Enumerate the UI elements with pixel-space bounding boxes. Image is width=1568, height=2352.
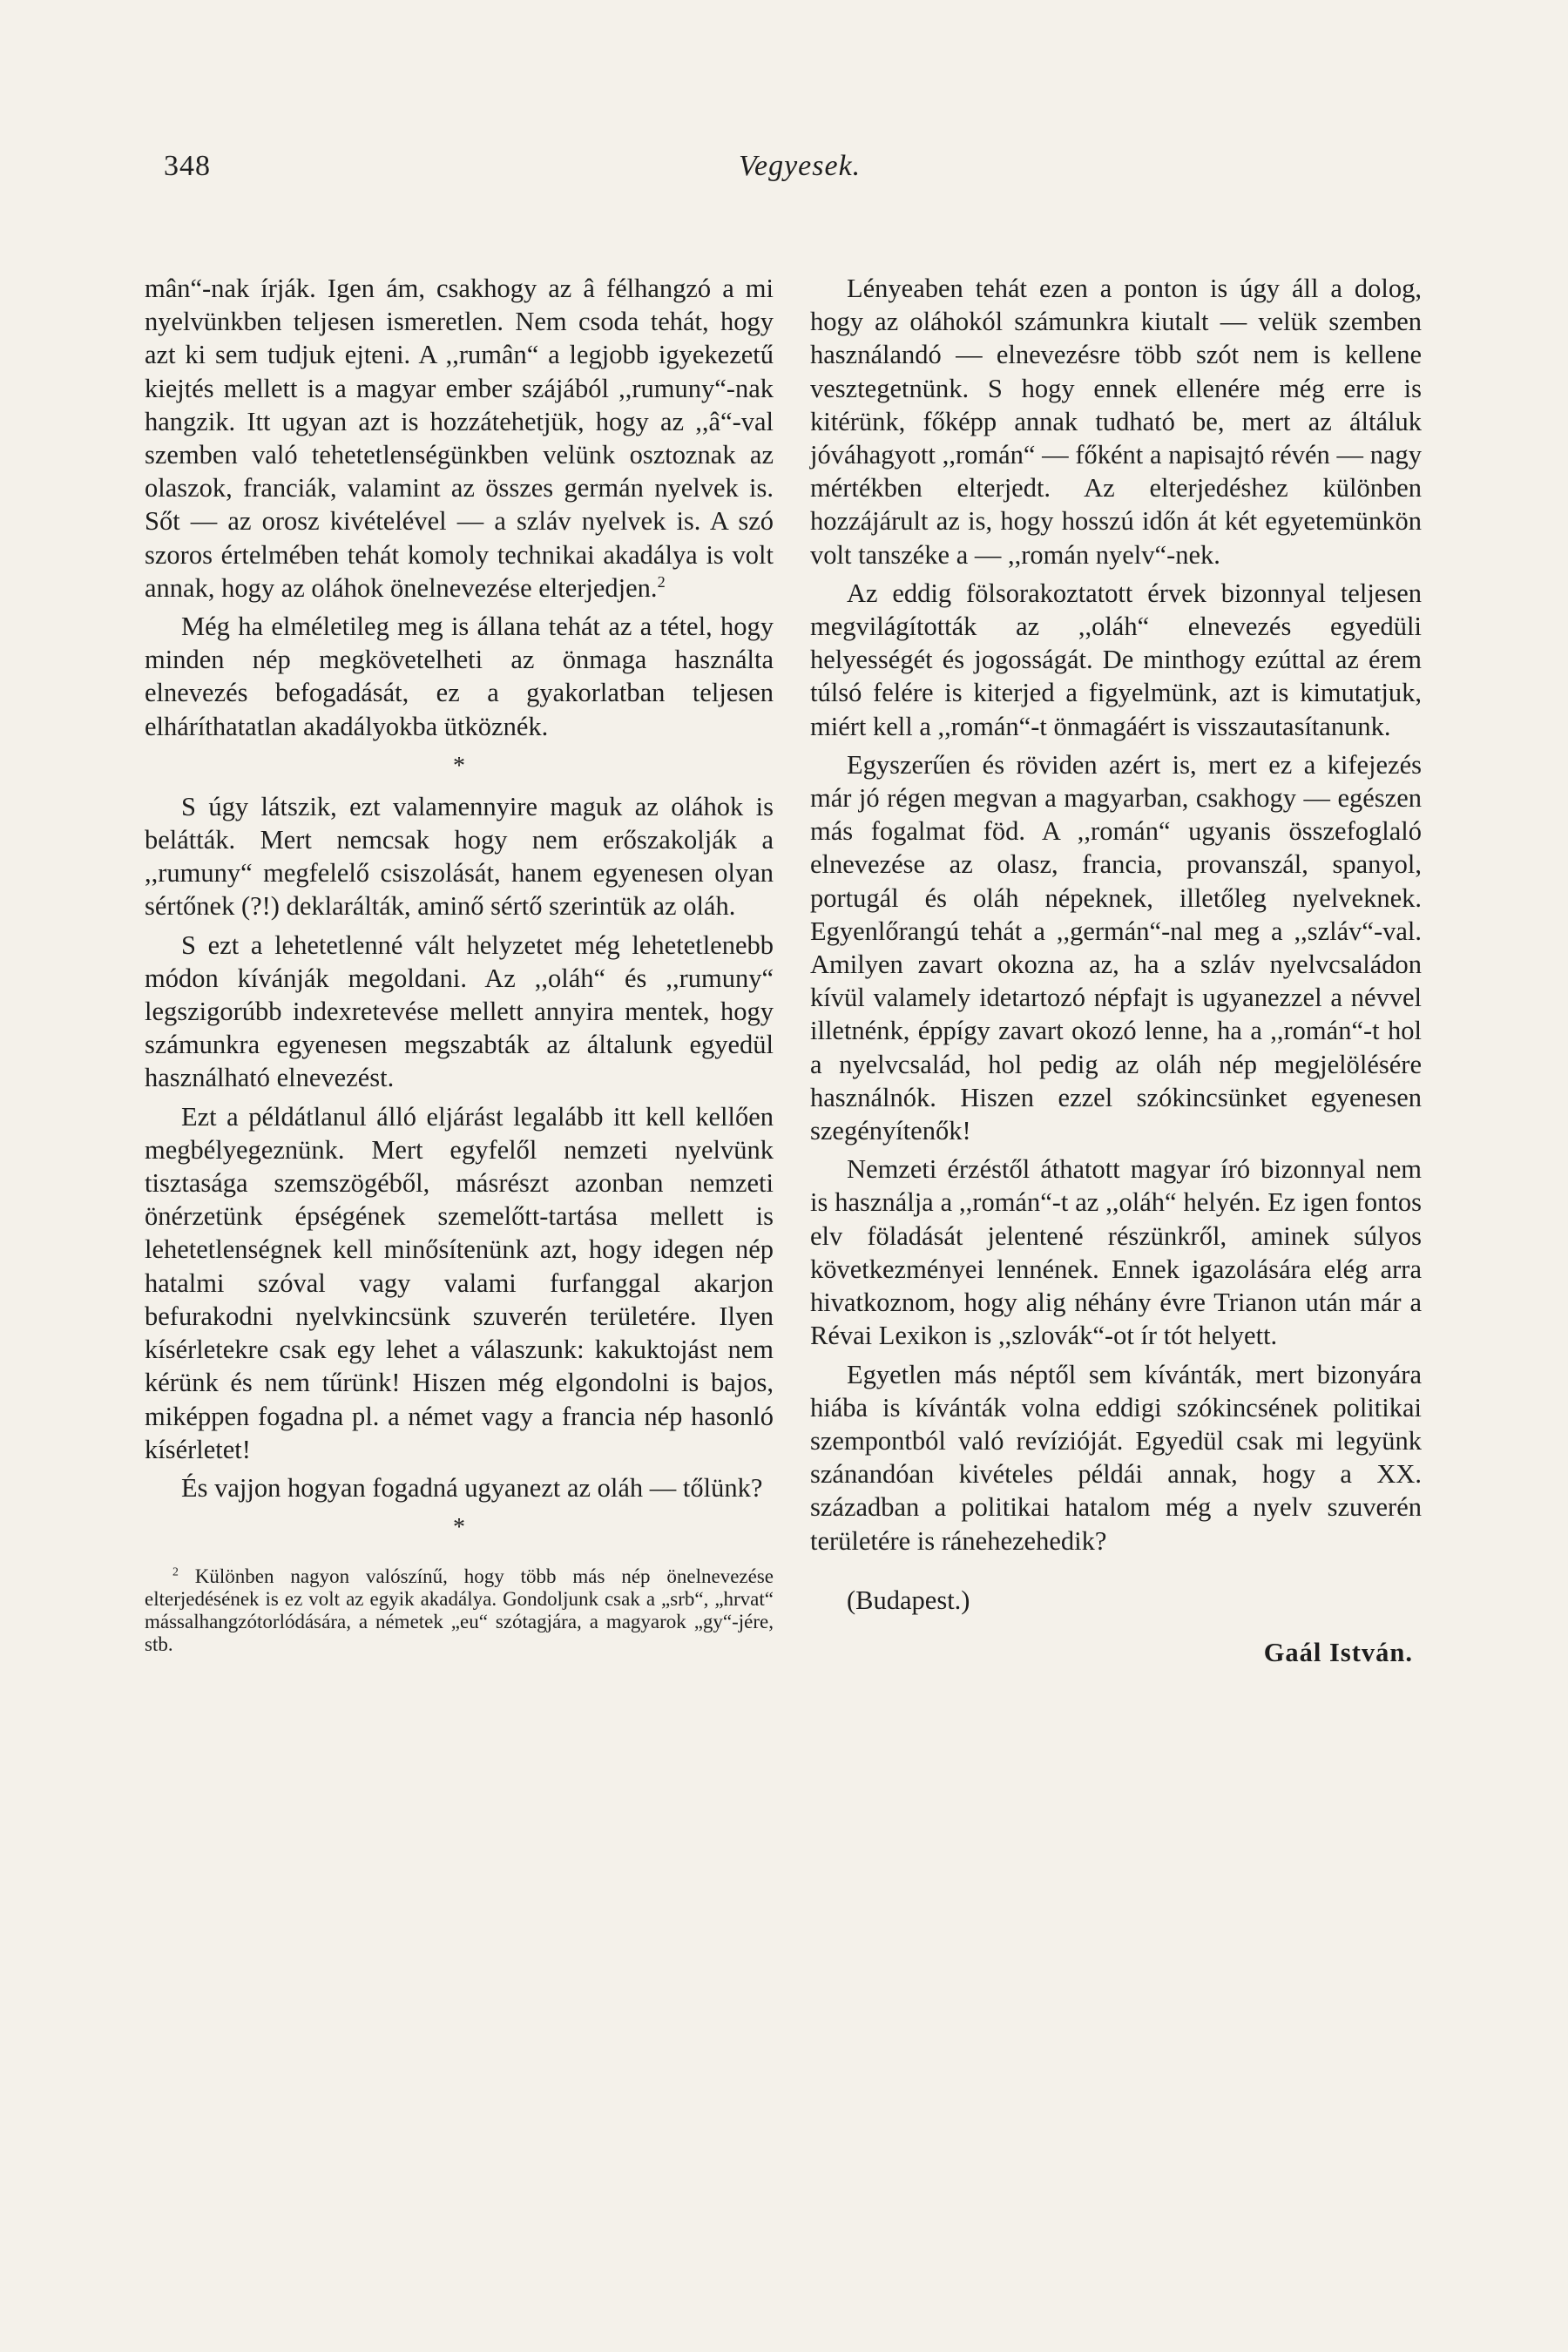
right-paragraph-4: Nemzeti érzéstől áthatott magyar író bizonnyal nem is használja a ,,román“-t az ,,oláh“ helyén. Ez igen fontos elv föladását jelentené részünkről, aminek súlyos következményei lennének. Ennek igazolására elég arra hivatkoznom, hogy alig néhány évre Trianon után már a Révai Lexikon is ,,szlovák“-ot ír tót helyett. [810, 1154, 1422, 1351]
page-number: 348 [164, 150, 211, 182]
right-paragraph-5: Egyetlen más néptől sem kívánták, mert bizonyára hiába is kívánták volna eddigi szókincsének politikai szempontból való revízióját. Egyedül csak mi legyünk szánandóan kivételes példái annak, hogy a XX. században a politikai hatalom még a nyelv szuverén területére is ránehezehedik? [810, 1359, 1422, 1556]
right-paragraph-3: Egyszerűen és röviden azért is, mert ez a kifejezés már jó régen megvan a magyarban, csakhogy — egészen más fogalmat föd. A ,,román“ ugyanis összefoglaló elnevezése az olasz, francia, provanszál, spanyol, portugál és oláh népeknek, illetőleg nyelveknek. Egyenlőrangú tehát a ,,germán“-nal meg a ,,szláv“-val. Amilyen zavart okozna az, ha a szláv nyelvcsaládon kívül valamely idetartozó népfajt is ugyanezzel a névvel illetnénk, éppígy zavart okozó lenne, ha a ,,román“-t hol a nyelvcsalád, hol pedig az oláh nép megjelölésére használnók. Hiszen ezzel szókincsünket egyenesen szegényítenők! [810, 749, 1422, 1146]
footnote [145, 1565, 774, 1656]
section-separator: * [453, 752, 465, 780]
left-paragraph-1-text: mân“-nak írják. Igen ám, csakhogy az â félhangzó a mi nyelvünkben teljesen ismeretlen. Nem csoda tehát, hogy azt ki sem tudjuk ejteni. A ,,rumân“ a legjobb igyekezetű kiejtés mellett is a magyar ember szájából ,,rumuny“-nak hangzik. Itt ugyan azt is hozzátehetjük, hogy az ,,â“-val szemben való tehetetlenségünkben velünk osztoznak az olaszok, franciák, valamint az összes germán nyelvek is. Sőt — az orosz kivételével — a szláv nyelvek is. A szó szoros értelmében tehát komoly technikai akadálya is volt annak, hogy az oláhok önelnevezése elterjedjen. [145, 274, 774, 603]
right-column [810, 272, 1422, 1669]
left-paragraph-4: S ezt a lehetetlenné vált helyzetet még lehetetlenebb módon kívánják megoldani. Az ,,oláh“ és ,,rumuny“ legszigorúbb indexretevése mellett annyira mentek, hogy számunkra egyenesen megszabták az általunk egyedül használható elnevezést. [145, 929, 774, 1093]
page-header [164, 150, 1383, 185]
left-paragraph-3: S úgy látszik, ezt valamennyire maguk az oláhok is belátták. Mert nemcsak hogy nem erőszakolják a ,,rumuny“ megfelelő csiszolását, hanem egyenesen olyan sértőnek (?!) deklarálták, aminő sértő szerintük az oláh. [145, 791, 774, 922]
left-paragraph-2: Még ha elméletileg meg is állana tehát az a tétel, hogy minden nép megkövetelheti az önmaga használta elnevezés befogadását, ez a gyakorlatban teljesen elháríthatatlan akadályokba ütköznék. [145, 612, 774, 741]
left-column [145, 272, 774, 1656]
footnote-reference: 2 [657, 572, 666, 591]
section-separator: * [453, 1514, 465, 1542]
footnote-text: Különben nagyon valószínű, hogy több más nép önelnevezése elterjedésének is ez volt az egyik akadálya. Gondoljunk csak a „srb“, „hrvat“ mássalhangzótorlódására, a németek „eu“ szótagjára, a magyarok „gy“-jére, stb. [145, 1565, 774, 1656]
right-paragraph-2: Az eddig fölsorakoztatott érvek bizonnyal teljesen megvilágították az ,,oláh“ elnevezés egyedüli helyességét és jogosságát. De minthogy ezúttal az érem túlsó felére is kiterjed a figyelmünk, azt is kimutatjuk, miért kell a ,,román“-t önmagáért is visszautasítanunk. [810, 578, 1422, 741]
footnote-marker: 2 [172, 1565, 179, 1578]
right-paragraph-1: Lényeaben tehát ezen a ponton is úgy áll a dolog, hogy az oláhokól számunkra kiutalt — velük szemben használandó — elnevezésre több szót nem is kellene vesztegetnünk. S hogy ennek ellenére még erre is kitérünk, főképp annak tudható be, mert az áltáluk jóváhagyott ,,román“ — főként a napisajtó révén — nagy mértékben elterjedt. Az elterjedéshez különben hozzájárult az is, hogy hosszú időn át két egyetemünkön volt tanszéke a — ,,román nyelv“-nek. [810, 274, 1422, 570]
left-paragraph-1 [145, 272, 774, 605]
left-paragraph-5: Ezt a példátlanul álló eljárást legalább itt kell kellően megbélyegeznünk. Mert egyfelől nemzeti nyelvünk tisztasága szemszögéből, másrészt azonban nemzeti önérzetünk épségének szemelőtt-tartása mellett is lehetetlenségnek kell minősítenünk azt, hogy idegen nép hatalmi szóval vagy valami furfanggal akarjon befurakodni nyelvkincsünk szuverén területére. Ilyen kísérletekre csak egy lehet a válaszunk: kakuktojást nem kérünk és nem tűrünk! Hiszen még elgondolni is bajos, miképpen fogadna pl. a német vagy a francia nép hasonló kísérletet! [145, 1101, 774, 1464]
place-of-writing: (Budapest.) [847, 1585, 970, 1615]
author-signature: Gaál István. [1263, 1637, 1413, 1667]
left-paragraph-6: És vajjon hogyan fogadná ugyanezt az oláh — tőlünk? [181, 1472, 763, 1503]
running-title: Vegyesek. [739, 150, 862, 182]
